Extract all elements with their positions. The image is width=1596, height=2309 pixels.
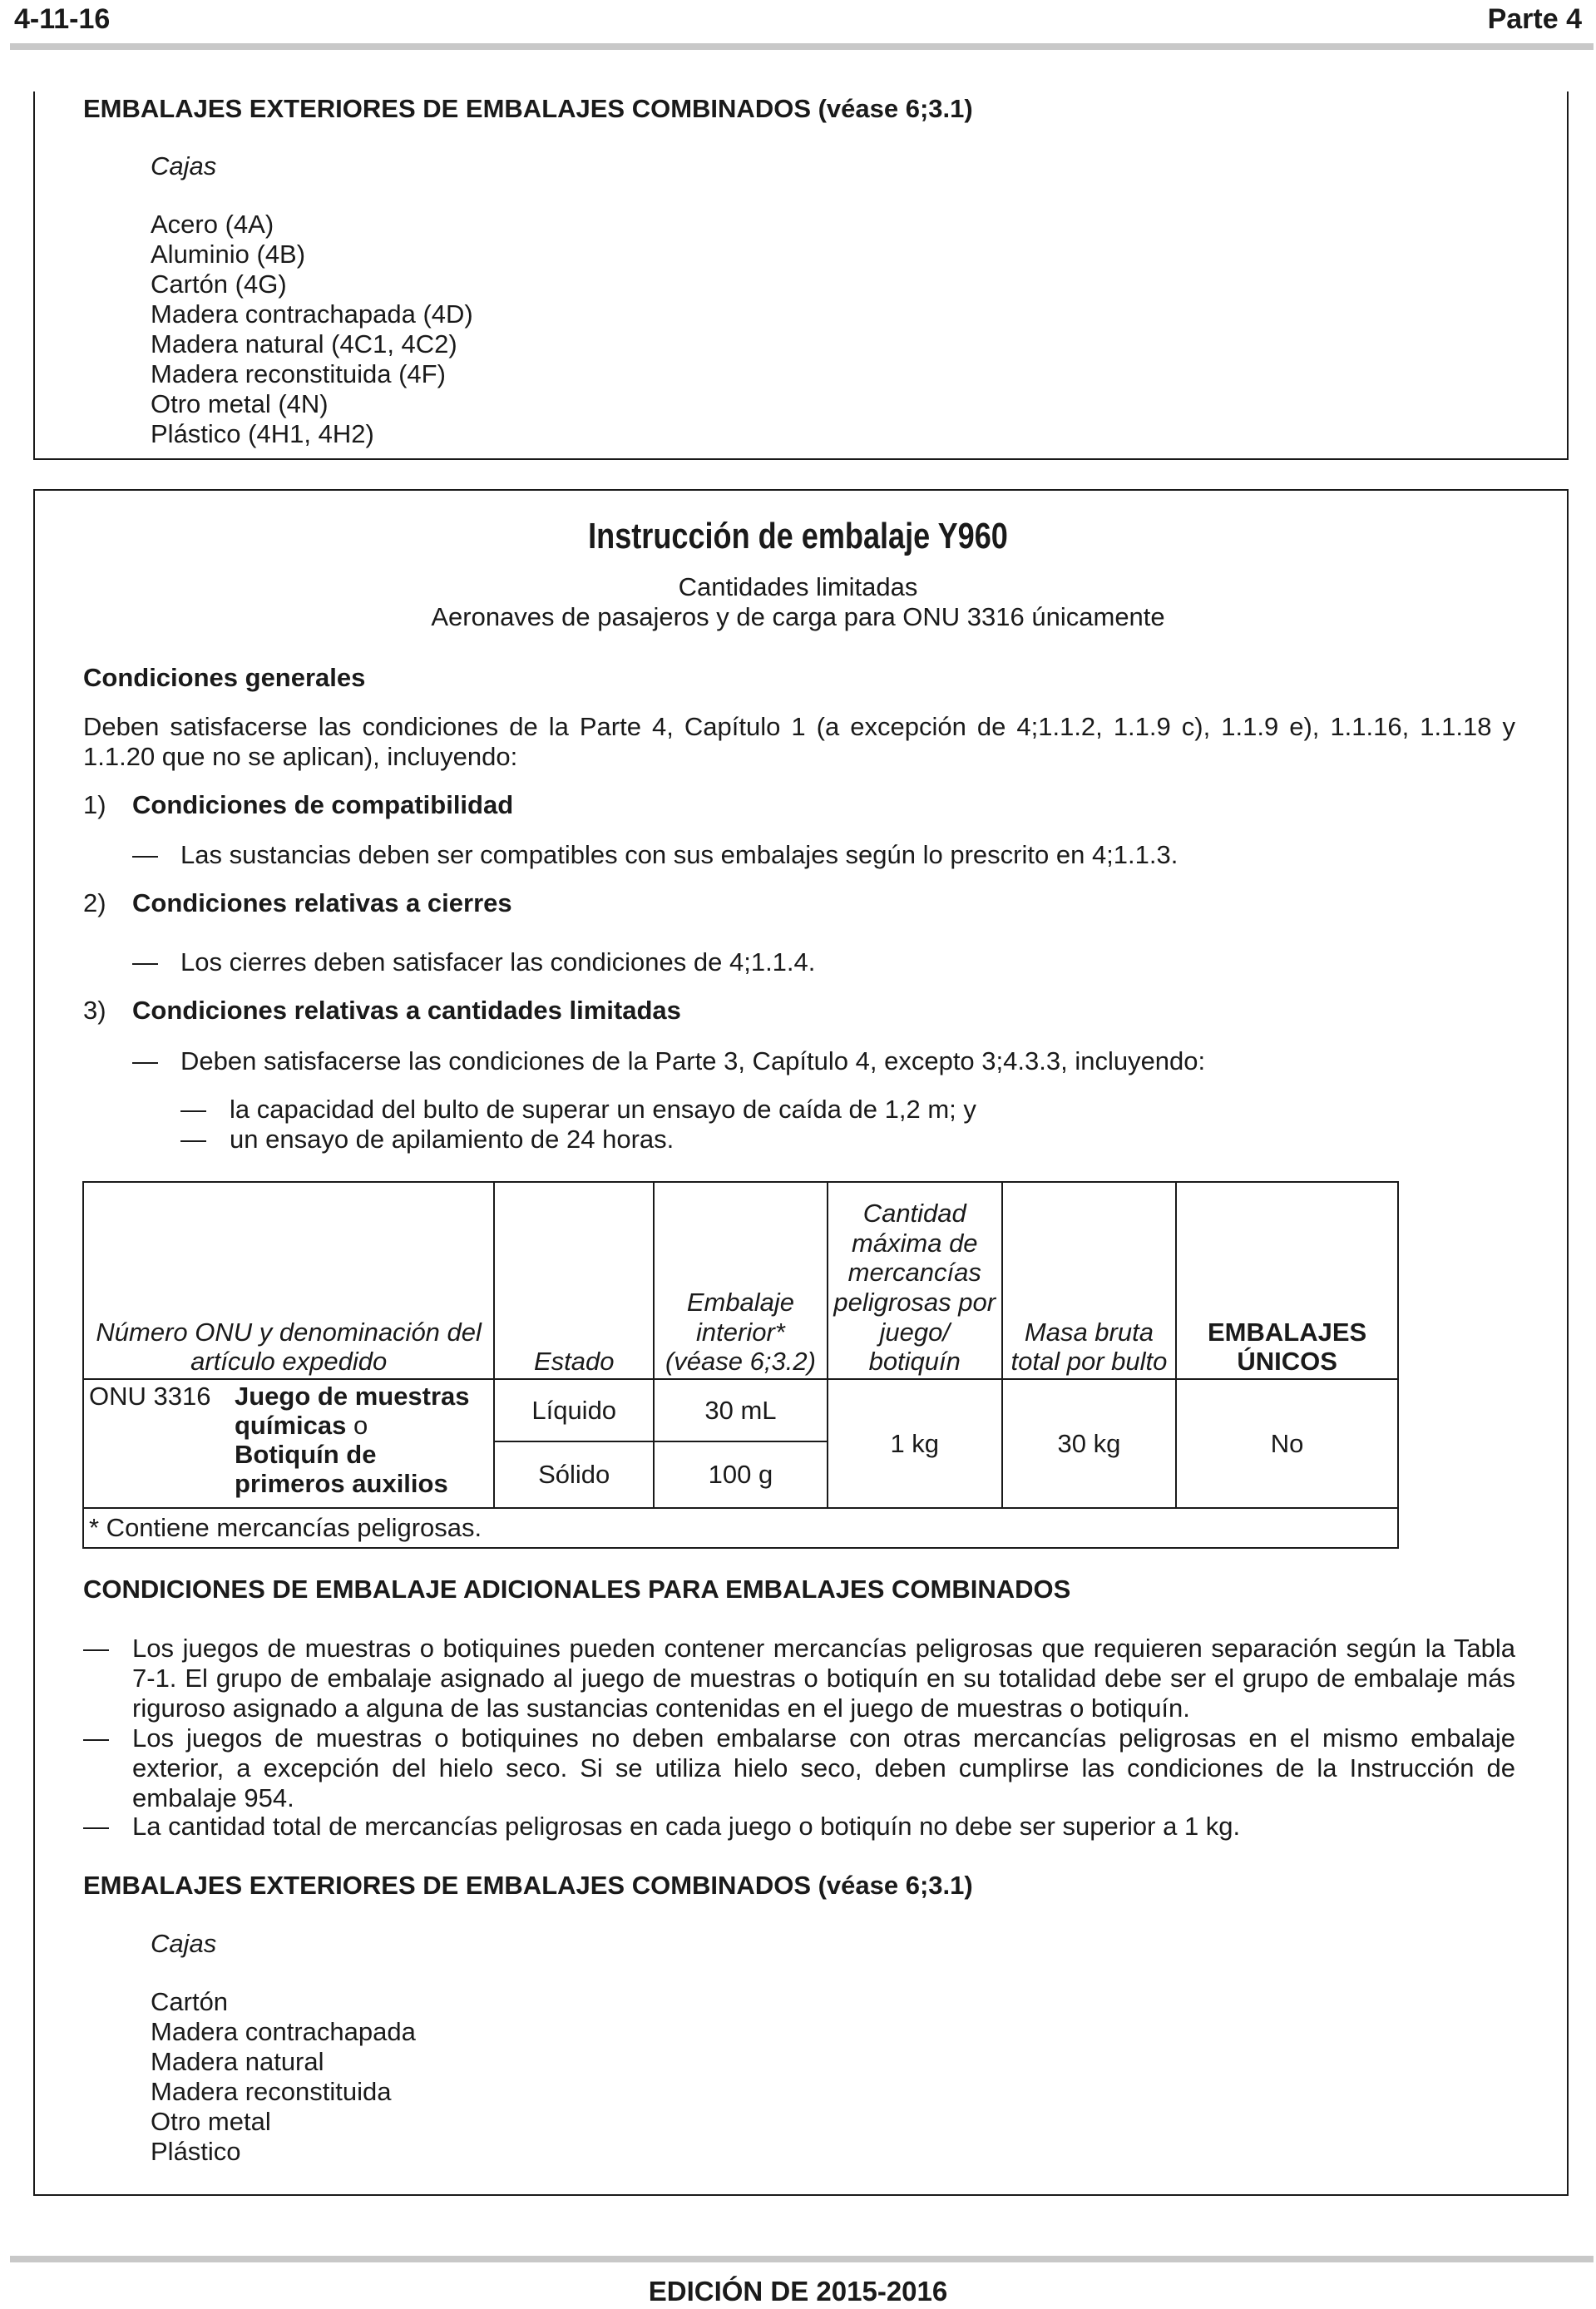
condition-2-text: Los cierres deben satisfacer las condiciones de 4;1.1.4. — [180, 947, 816, 977]
inner-solid: 100 g — [654, 1441, 828, 1508]
article-name — [235, 1382, 488, 1498]
header-rule — [10, 43, 1594, 50]
condition-1-dash: — — [132, 840, 158, 869]
list-item: Madera contrachapada (4D) — [151, 299, 473, 329]
additional-1-dash: — — [83, 1634, 109, 1663]
inner-liquid: 30 mL — [654, 1379, 828, 1441]
top-section-list — [151, 210, 473, 449]
additional-2-dash: — — [83, 1723, 109, 1753]
subitem-1-dash: — — [180, 1095, 206, 1124]
list-item: Otro metal — [151, 2107, 271, 2136]
list-item: Plástico — [151, 2137, 241, 2166]
header-single-packagings: EMBALAJES ÚNICOS — [1176, 1182, 1398, 1379]
bottom-section-subheading: Cajas — [151, 1929, 217, 1958]
bottom-section-heading: EMBALAJES EXTERIORES DE EMBALAJES COMBINADOS (véase 6;3.1) — [83, 1871, 973, 1900]
table-footnote: * Contiene mercancías peligrosas. — [83, 1508, 1398, 1548]
condition-3-text: Deben satisfacerse las condiciones de la Parte 3, Capítulo 4, excepto 3;4.3.3, incluyendo: — [180, 1046, 1206, 1075]
part-label: Parte 4 — [1487, 3, 1582, 35]
dangerous-goods-table — [82, 1181, 1399, 1549]
list-item: Plástico (4H1, 4H2) — [151, 419, 374, 448]
condition-3-number: 3) — [83, 996, 106, 1025]
additional-2-text: Los juegos de muestras o botiquines no deben embalarse con otras mercancías peligrosas en el mismo embalaje exterior, a excepción del hielo seco. Si se utiliza hielo seco, deben cumplirse las condiciones de la Instrucción de embalaje 954. — [132, 1723, 1515, 1812]
additional-1-text: Los juegos de muestras o botiquines pueden contener mercancías peligrosas que requieren separación según la Tabla 7-1. El grupo de embalaje asignado al juego de muestras o botiquín en su totalidad debe ser el grupo de embalaje más riguroso asignado a alguna de las sustancias contenidas en el juego de muestras o botiquín. — [132, 1634, 1515, 1723]
state-solid: Sólido — [494, 1441, 654, 1508]
top-section-subheading: Cajas — [151, 151, 217, 180]
table-footnote-row — [83, 1508, 1398, 1548]
list-item: Acero (4A) — [151, 210, 274, 239]
article-name-or: o — [353, 1411, 368, 1440]
list-item: Aluminio (4B) — [151, 240, 306, 269]
edition-label: EDICIÓN DE 2015-2016 — [648, 2276, 948, 2307]
header-inner-packaging: Embalaje interior* (véase 6;3.2) — [654, 1182, 828, 1379]
top-section-heading: EMBALAJES EXTERIORES DE EMBALAJES COMBINADOS (véase 6;3.1) — [83, 94, 973, 123]
table-header-row — [83, 1182, 1398, 1379]
header-un-name: Número ONU y denominación del artículo expedido — [83, 1182, 494, 1379]
subitem-1-text: la capacidad del bulto de superar un ensayo de caída de 1,2 m; y — [230, 1095, 976, 1124]
instruction-subtitle-2: Aeronaves de pasajeros y de carga para ONU 3316 únicamente — [431, 602, 1165, 631]
list-item: Madera contrachapada — [151, 2017, 416, 2046]
additional-3-text: La cantidad total de mercancías peligrosas en cada juego o botiquín no debe ser superior a 1 kg. — [132, 1812, 1241, 1841]
list-item: Cartón (4G) — [151, 269, 287, 299]
single-packagings-value: No — [1176, 1379, 1398, 1508]
subitem-2-text: un ensayo de apilamiento de 24 horas. — [230, 1125, 674, 1154]
list-item: Madera reconstituida (4F) — [151, 359, 446, 388]
condition-2-title: Condiciones relativas a cierres — [132, 888, 512, 917]
general-conditions-heading: Condiciones generales — [83, 663, 366, 692]
table-row — [83, 1379, 1398, 1441]
list-item: Madera natural — [151, 2047, 324, 2076]
condition-1-text: Las sustancias deben ser compatibles con sus embalajes según lo prescrito en 4;1.1.3. — [180, 840, 1178, 869]
header-state: Estado — [494, 1182, 654, 1379]
additional-3-dash: — — [83, 1812, 109, 1841]
list-item: Madera reconstituida — [151, 2077, 392, 2106]
bottom-section-list — [151, 1987, 416, 2167]
footer-rule — [10, 2256, 1594, 2262]
article-name-bold-2: Botiquín de primeros auxilios — [235, 1440, 448, 1498]
instruction-subtitle-1: Cantidades limitadas — [678, 572, 918, 601]
condition-3-title: Condiciones relativas a cantidades limitadas — [132, 996, 681, 1025]
header-max-quantity: Cantidad máxima de mercancías peligrosas por juego/ botiquín — [828, 1182, 1002, 1379]
page-number: 4-11-16 — [14, 3, 111, 35]
header-gross-mass: Masa bruta total por bulto — [1002, 1182, 1177, 1379]
un-name-cell — [83, 1379, 494, 1508]
gross-mass-value: 30 kg — [1002, 1379, 1177, 1508]
max-quantity-value: 1 kg — [828, 1379, 1002, 1508]
list-item: Madera natural (4C1, 4C2) — [151, 329, 457, 358]
additional-conditions-heading: CONDICIONES DE EMBALAJE ADICIONALES PARA EMBALAJES COMBINADOS — [83, 1575, 1071, 1604]
condition-2-number: 2) — [83, 888, 106, 917]
list-item: Otro metal (4N) — [151, 389, 329, 418]
state-liquid: Líquido — [494, 1379, 654, 1441]
instruction-title: Instrucción de embalaje Y960 — [588, 516, 1008, 556]
condition-3-dash: — — [132, 1046, 158, 1075]
condition-2-dash: — — [132, 947, 158, 977]
un-number: ONU 3316 — [89, 1382, 211, 1411]
article-name-bold-1: Juego de muestras químicas — [235, 1382, 470, 1440]
condition-1-number: 1) — [83, 790, 106, 819]
general-conditions-intro: Deben satisfacerse las condiciones de la Parte 4, Capítulo 1 (a excepción de 4;1.1.2, 1.1.9 c), 1.1.9 e), 1.1.16, 1.1.18 y 1.1.20 que no se aplican), incluyendo: — [83, 712, 1515, 771]
list-item: Cartón — [151, 1987, 229, 2016]
condition-1-title: Condiciones de compatibilidad — [132, 790, 514, 819]
subitem-2-dash: — — [180, 1125, 206, 1154]
